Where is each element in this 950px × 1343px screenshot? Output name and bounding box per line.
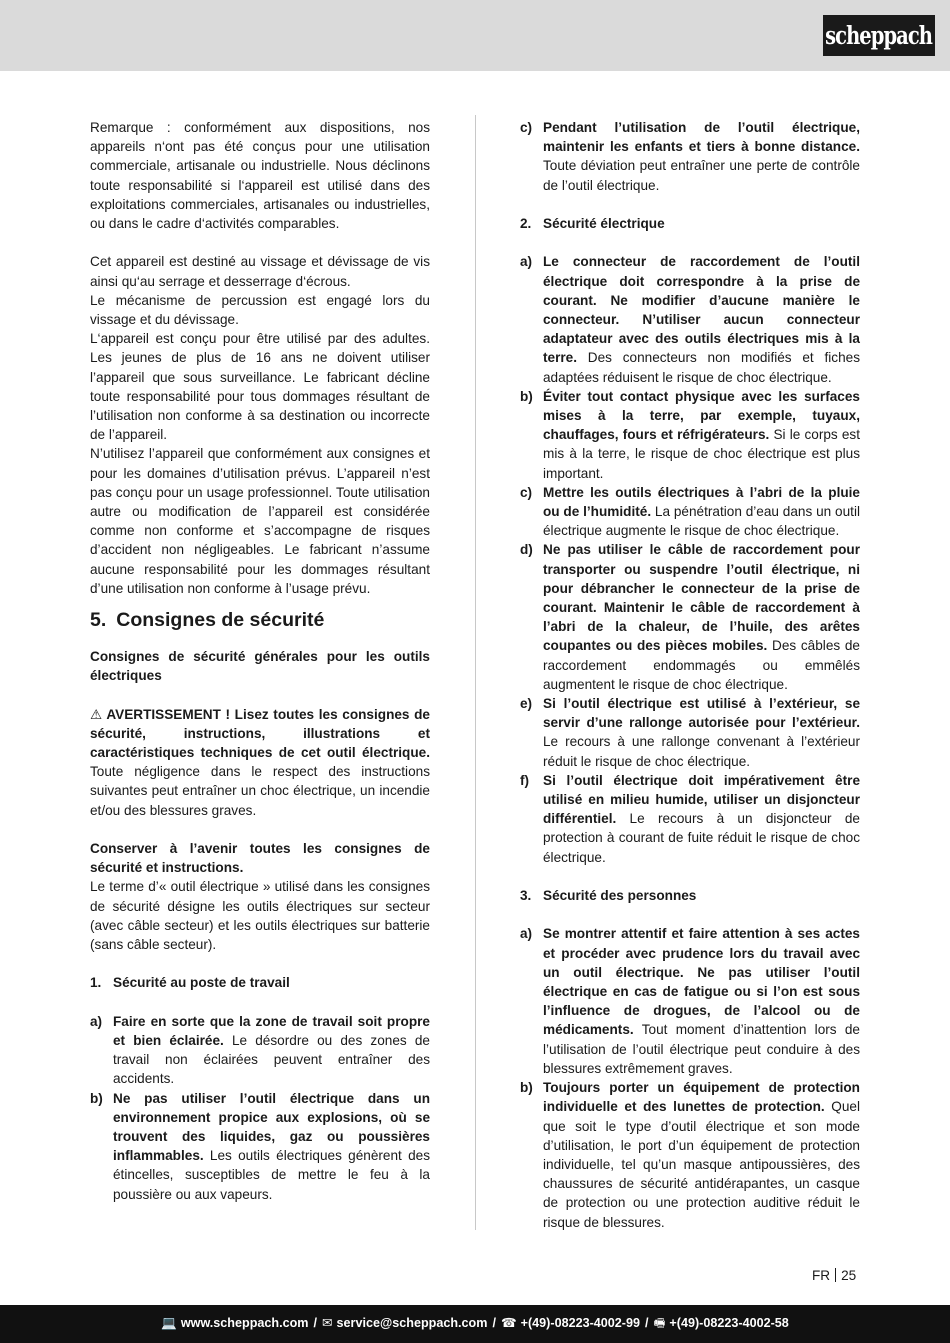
intro-paragraph-2c: L‘appareil est conçu pour être utilisé par des adultes. Les jeunes de plus de 16 ans ne doivent utiliser l’appareil que sous surveillance. Le fabricant décline toute responsabilité pour tous dommages résultant de l’utilisation non conforme à sa destination ou incorrecte de l’appareil. [90, 331, 430, 443]
intro-paragraph-2d: N’utilisez l’appareil que conformément aux consignes et pour les domaines d’utilisation prévus. L’appareil n’est pas conçu pour un usage professionnel. Toute utilisation autre ou modification de l’appareil est considérée comme non conforme et s’accompagne de risques d’accident non négligeables. Le fabricant n’assume aucune responsabilité pour les dommages résultant d’une utilisation non conforme à l’usage prévu. [90, 446, 430, 596]
left-column [90, 118, 430, 1204]
header-band [0, 0, 950, 71]
footer-separator: / [492, 1316, 496, 1331]
footer-website-link[interactable]: www.scheppach.com [180, 1316, 309, 1331]
intro-paragraph-1: Remarque : conformément aux dispositions, nos appareils n‘ont pas été conçus pour une utilisation commerciale, artisanale ou industrielle. Nous déclinons toute responsabilité si l‘appareil est utilisé dans des exploitations commerciales, artisanales ou industrielles, ou dans le cadre d‘activités comparables. [90, 120, 430, 232]
footer-band [0, 1305, 950, 1343]
intro-paragraph-2a: Cet appareil est destiné au vissage et dévissage de vis ainsi qu‘au serrage et desserrage d‘écrous. [90, 254, 430, 289]
list-item: f) Si l’outil électrique doit impérativement être utilisé en milieu humide, utiliser un disjoncteur différentiel. Le recours à un disjoncteur de protection à courant de fuite réduit le risque de choc électrique. [520, 772, 860, 865]
footer-separator: / [313, 1316, 317, 1331]
list-item: c) Mettre les outils électriques à l’abri de la pluie ou de l’humidité. La pénétration d’eau dans un outil électrique augmente le risque de choc électrique. [520, 484, 860, 539]
footer-separator: / [645, 1316, 649, 1331]
footer-email-link[interactable]: service@scheppach.com [336, 1316, 488, 1331]
list-item: d) Ne pas utiliser le câble de raccordement pour transporter ou suspendre l’outil électrique, ni pour débrancher le connecteur de la prise de courant. Maintenir le câble de raccordement à l’abri de la chaleur, de l’huile, des arêtes coupantes ou des pièces mobiles. Des câbles de raccordement endommagés ou emmêlés augmentent le risque de choc électrique. [520, 542, 860, 692]
list-item: b) Éviter tout contact physique avec les surfaces mises à la terre, par exemple, tuyaux, chauffages, fours et réfrigérateurs. Si le corps est mis à la terre, le risque de choc électrique est plus important. [520, 388, 860, 481]
footer-phone[interactable]: +(49)-08223-4002-99 [520, 1316, 641, 1331]
laptop-icon: 💻 [161, 1316, 177, 1331]
phone-icon: ☎ [500, 1316, 517, 1331]
page-number-value: 25 [841, 1268, 857, 1283]
heading-personal-safety: 3. Sécurité des personnes [520, 888, 697, 904]
warning-paragraph [90, 705, 430, 820]
warning-icon: ⚠ [90, 706, 103, 722]
heading-electrical-safety: 2. Sécurité électrique [520, 216, 665, 231]
brand-logo-text: scheppach [825, 20, 933, 50]
page-number [812, 1266, 856, 1285]
page-language: FR [812, 1268, 831, 1283]
list-item: b) Ne pas utiliser l’outil électrique dans un environnement propice aux explosions, où se trouvent des liquides, gaz ou poussières inflammables. Les outils électriques génèrent des étincelles, susceptibles de mettre le feu à la poussière ou aux vapeurs. [90, 1090, 430, 1202]
mail-icon: ✉ [321, 1316, 333, 1331]
brand-logo [823, 15, 935, 56]
section-number: 5. [90, 609, 107, 632]
keep-heading: Conserver à l’avenir toutes les consignes de sécurité et instructions. [90, 841, 430, 876]
warning-bold: AVERTISSEMENT ! Lisez toutes les consignes de sécurité, instructions, illustrations et caractéristiques techniques de cet outil électrique. [90, 706, 430, 761]
section-title-text: Consignes de sécurité [116, 609, 325, 632]
list-item: e) Si l’outil électrique est utilisé à l’extérieur, se servir d’une rallonge autorisée pour l’extérieur. Le recours à une rallonge convenant à l’extérieur réduit le risque de choc électrique. [520, 696, 860, 769]
right-column [520, 118, 860, 1232]
column-divider [475, 115, 476, 1230]
list-item: b) Toujours porter un équipement de protection individuelle et des lunettes de protection. Quel que soit le type d’outil électrique et son mode d’utilisation, le port d’un équipement de protection individuelle, tel qu’un masque antipoussières, des chaussures de sécurité antidérapantes, un casque de protection ou une protection auditive réduit le risque de blessures. [520, 1080, 860, 1230]
warning-text: Toute négligence dans le respect des instructions suivantes peut entraîner un choc électrique, un incendie et/ou des blessures graves. [90, 764, 430, 818]
footer-fax: +(49)-08223-4002-58 [669, 1316, 789, 1331]
list-item: a) Faire en sorte que la zone de travail soit propre et bien éclairée. Le désordre ou des zones de travail non éclairées peuvent entraîner des accidents. [90, 1013, 430, 1087]
list-item: a) Se montrer attentif et faire attention à ses actes et procéder avec prudence lors du travail avec un outil électrique. Ne pas utiliser l’outil électrique en cas de fatigue ou si l’on est sous l’influence de drogues, de l’alcool ou de médicaments. Tout moment d’inattention lors de l’utilisation de l’outil électrique peut conduire à des blessures extrêmement graves. [520, 926, 860, 1076]
list-item: c) Pendant l’utilisation de l’outil électrique, maintenir les enfants et tiers à bonne distance. Toute déviation peut entraîner une perte de contrôle de l’outil électrique. [520, 120, 860, 193]
heading-workplace-safety: 1. Sécurité au poste de travail [90, 975, 290, 991]
page-number-separator [835, 1268, 836, 1282]
fax-icon: 🖷 [653, 1316, 666, 1331]
section-title [90, 608, 430, 632]
list-item: a) Le connecteur de raccordement de l’outil électrique doit correspondre à la prise de courant. Ne modifier d’aucune manière le connecteur. N’utiliser aucun connecteur adaptateur avec des outils électriques mis à la terre. Des connecteurs non modifiés et fiches adaptées réduisent le risque de choc électrique. [520, 254, 860, 385]
intro-paragraph-2b: Le mécanisme de percussion est engagé lors du vissage et du dévissage. [90, 292, 430, 328]
general-heading: Consignes de sécurité générales pour les outils électriques [90, 649, 430, 684]
keep-text: Le terme d’« outil électrique » utilisé dans les consignes de sécurité désigne les outils électriques sur secteur (avec câble secteur) et les outils électriques sur batterie (sans câble secteur). [90, 879, 430, 953]
